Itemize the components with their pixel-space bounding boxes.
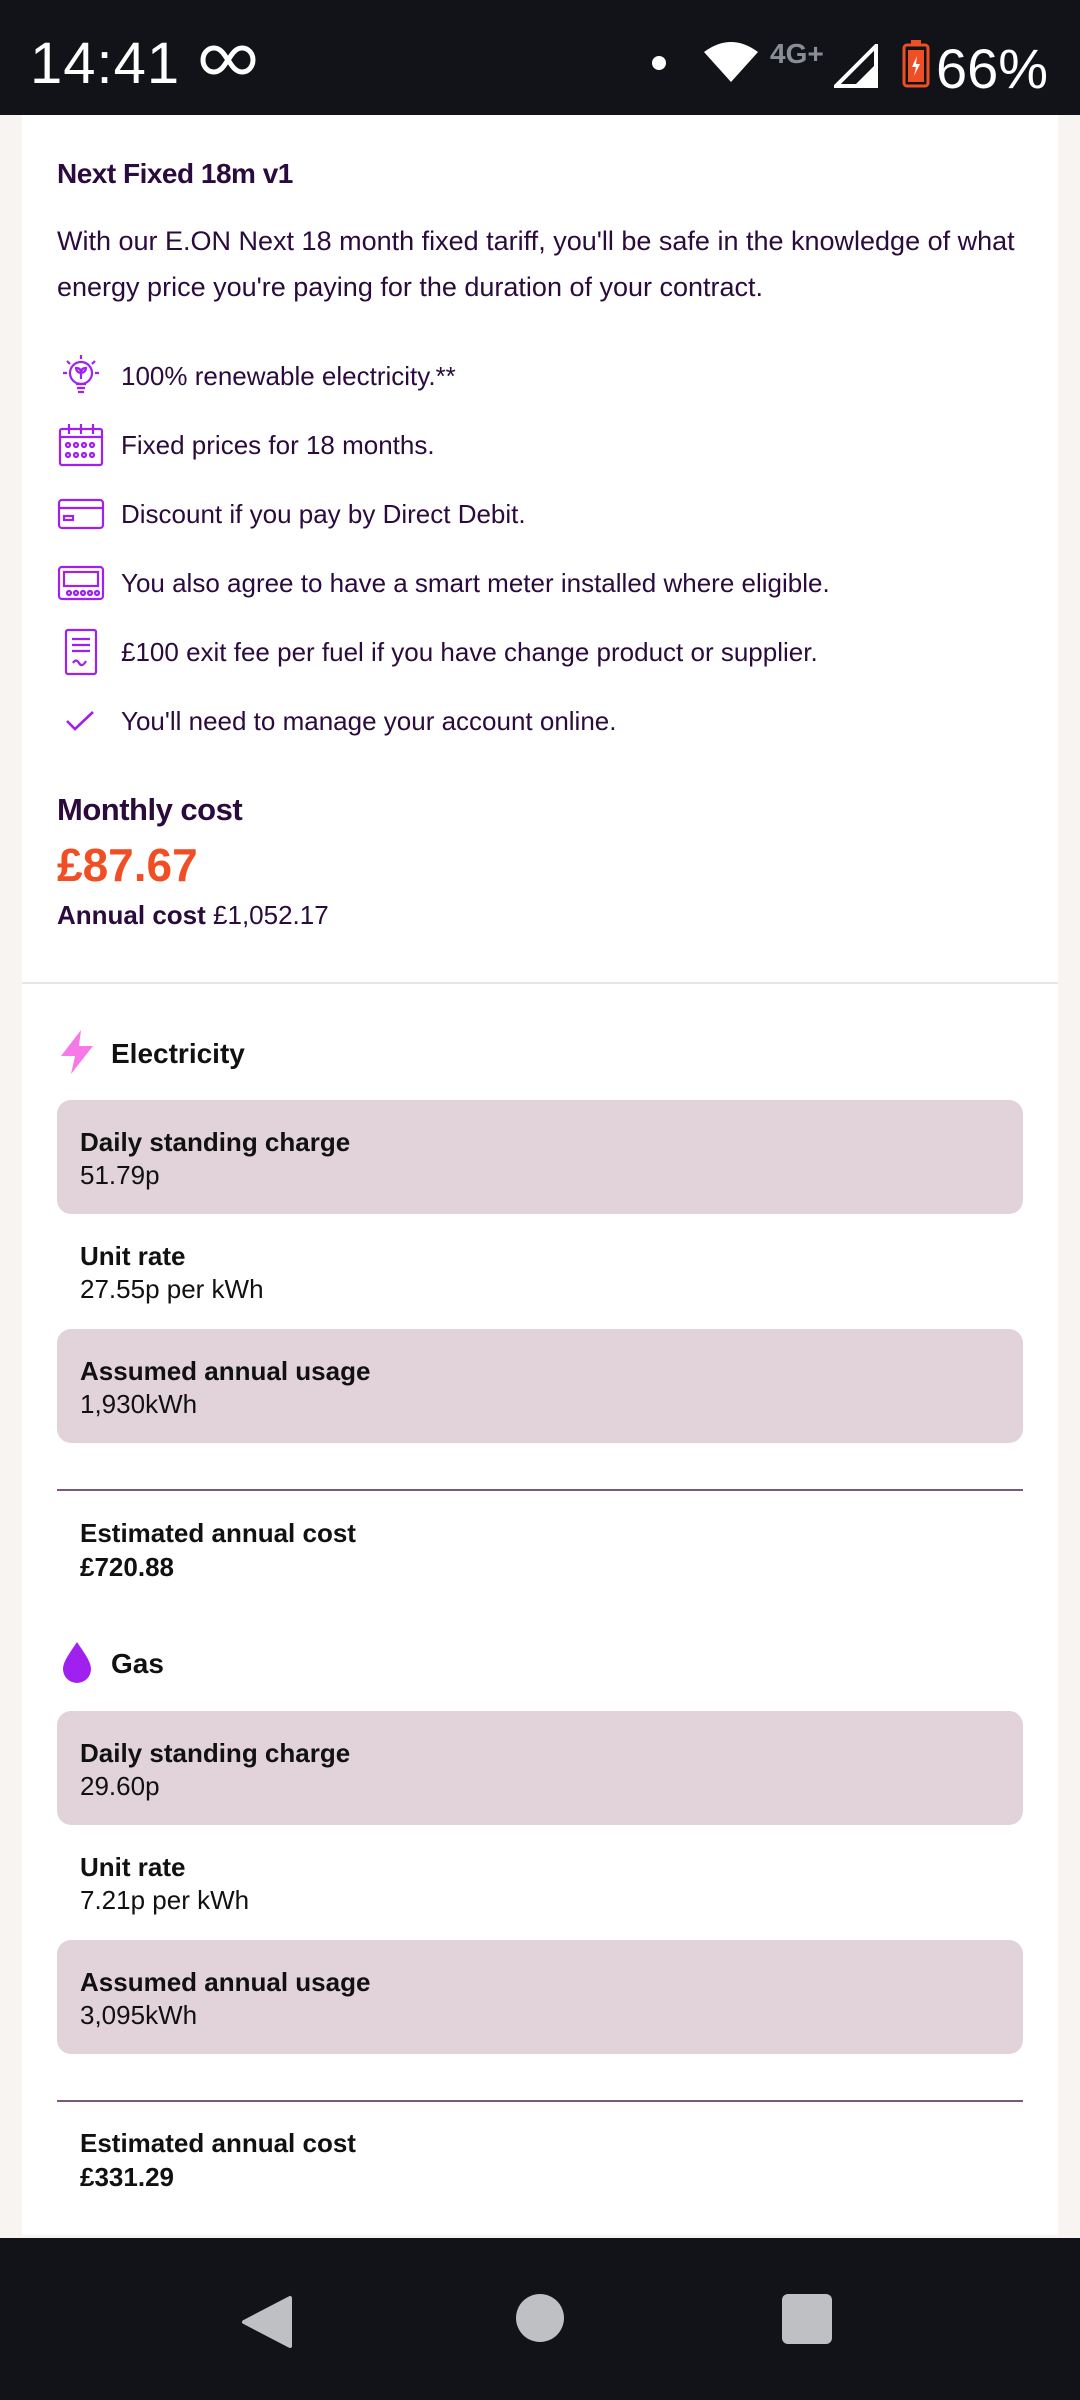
- electricity-annual-usage: [57, 1329, 1023, 1443]
- notification-dot-icon: [652, 56, 666, 70]
- status-time: 14:41: [30, 31, 181, 96]
- electricity-header: [57, 1029, 245, 1079]
- estimated-cost-label: Estimated annual cost: [80, 2128, 356, 2158]
- rate-label: Assumed annual usage: [80, 1967, 371, 1997]
- recent-apps-icon[interactable]: [782, 2294, 832, 2344]
- monthly-cost-label: Monthly cost: [57, 792, 243, 827]
- lightbulb-icon: [57, 352, 105, 400]
- section-divider: [22, 982, 1058, 984]
- electricity-title: Electricity: [111, 1038, 245, 1069]
- estimate-separator: [57, 2100, 1023, 2102]
- navigation-bar: [0, 2238, 1080, 2400]
- feature-item: [57, 352, 456, 400]
- infinity-icon: [200, 40, 256, 85]
- wifi-icon: [702, 40, 760, 89]
- rate-label: Daily standing charge: [80, 1127, 351, 1157]
- product-name: Next Fixed 18m v1: [57, 158, 293, 189]
- rate-value: 7.21p per kWh: [80, 1885, 250, 1915]
- document-icon: [57, 628, 105, 676]
- gas-title: Gas: [111, 1648, 164, 1679]
- calendar-icon: [57, 421, 105, 469]
- battery-icon: [902, 40, 930, 93]
- estimated-cost-value: £720.88: [80, 1552, 174, 1582]
- feature-item: [57, 490, 526, 538]
- back-icon[interactable]: [240, 2294, 294, 2355]
- feature-label: You also agree to have a smart meter installed where eligible.: [121, 567, 830, 598]
- network-type: 4G+: [770, 38, 824, 69]
- smart-meter-icon: [57, 559, 105, 607]
- rate-label: Unit rate: [80, 1852, 186, 1882]
- status-bar: [0, 0, 1080, 115]
- monthly-cost-value: £87.67: [57, 839, 198, 891]
- rate-label: Daily standing charge: [80, 1738, 351, 1768]
- electricity-unit-rate: [57, 1214, 1023, 1328]
- rate-value: 27.55p per kWh: [80, 1274, 264, 1304]
- electricity-standing-charge: [57, 1100, 1023, 1214]
- electricity-estimated-cost: [80, 1516, 356, 1584]
- annual-cost-label: Annual cost: [57, 900, 206, 930]
- rate-label: Assumed annual usage: [80, 1356, 371, 1386]
- annual-cost: [57, 900, 329, 931]
- home-icon[interactable]: [516, 2294, 564, 2342]
- lightning-icon: [57, 1028, 97, 1081]
- rate-value: 1,930kWh: [80, 1389, 198, 1419]
- gas-header: [57, 1639, 164, 1689]
- signal-icon: [834, 44, 878, 93]
- product-description: With our E.ON Next 18 month fixed tariff, you'll be safe in the knowledge of what energy price you're paying for the duration of your contract.: [57, 226, 1015, 302]
- gas-estimated-cost: [80, 2126, 356, 2194]
- annual-cost-value: £1,052.17: [213, 900, 329, 930]
- feature-item: [57, 628, 818, 676]
- gas-standing-charge: [57, 1711, 1023, 1825]
- rate-value: 51.79p: [80, 1160, 160, 1190]
- battery-percent: 66%: [936, 37, 1049, 100]
- feature-item: [57, 559, 830, 607]
- gas-unit-rate: [57, 1825, 1023, 1939]
- rate-value: 3,095kWh: [80, 2000, 198, 2030]
- feature-item: [57, 421, 435, 469]
- credit-card-icon: [57, 490, 105, 538]
- flame-drop-icon: [57, 1638, 97, 1691]
- feature-label: Fixed prices for 18 months.: [121, 429, 435, 460]
- rate-value: 29.60p: [80, 1771, 160, 1801]
- rate-label: Unit rate: [80, 1241, 186, 1271]
- estimated-cost-value: £331.29: [80, 2162, 174, 2192]
- feature-label: £100 exit fee per fuel if you have change product or supplier.: [121, 636, 818, 667]
- estimate-separator: [57, 1489, 1023, 1491]
- estimated-cost-label: Estimated annual cost: [80, 1518, 356, 1548]
- check-icon: [57, 697, 105, 745]
- feature-label: You'll need to manage your account online.: [121, 705, 617, 736]
- gas-annual-usage: [57, 1940, 1023, 2054]
- feature-item: [57, 697, 616, 745]
- feature-label: Discount if you pay by Direct Debit.: [121, 498, 526, 529]
- feature-label: 100% renewable electricity.**: [121, 360, 456, 391]
